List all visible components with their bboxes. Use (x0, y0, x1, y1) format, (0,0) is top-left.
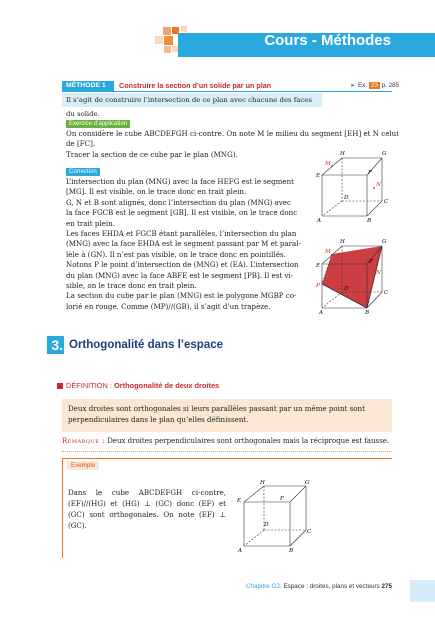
ref-prefix: Ex. (357, 82, 368, 89)
definition-prefix: DÉFINITION : (66, 381, 115, 390)
cube3-label-f: F (280, 496, 284, 502)
exercise-line: Tracer la section de ce cube par le plan (MNG). (66, 149, 238, 159)
remark-text: Deux droites perpendiculaires sont orthogonales mais la réciproque est fausse. (104, 437, 390, 445)
cube1-label-g: G (382, 151, 387, 157)
cube3-label-c: C (307, 529, 312, 535)
footer-title: Espace : droites, plans et vecteurs (281, 583, 382, 590)
cube3-label-e: E (237, 498, 242, 504)
section-number: 3. (47, 336, 64, 354)
definition-label (66, 381, 219, 391)
cube3-label-b: B (289, 548, 294, 554)
square-bullet-icon (57, 383, 63, 389)
correction-line: lorié en rouge. Comme (MP)//(GB), il s’agit d’un trapèze. (66, 301, 271, 311)
cube2-label-p: P (316, 283, 320, 289)
cube2-label-c: C (384, 290, 389, 296)
correction-line: Notons P le point d’intersection de (MNG) et (EA). L’intersection (66, 260, 299, 270)
correction-text (66, 177, 321, 312)
cube2-label-g: G (382, 239, 387, 245)
correction-line: en trait plein. (66, 218, 115, 228)
cube1-label-f: F (368, 170, 372, 176)
exercise-reference[interactable] (350, 81, 399, 91)
definition-box: Deux droites sont orthogonales si leurs parallèles passant par un même point sont perpendiculaires dans le plan qu’elles définissent. (62, 399, 392, 432)
cube1-label-e: E (316, 173, 321, 179)
remark-label: Remarque : (62, 437, 105, 445)
cube2-label-b: B (365, 310, 370, 316)
cube3-label-h: H (260, 480, 265, 486)
footer-chapter: Chapitre G2. (246, 583, 282, 590)
cube2-label-e: E (316, 263, 321, 269)
example-tag: Exemple (67, 461, 99, 470)
correction-line: L’intersection du plan (MNG) avec la face HEFG est le segment (66, 177, 295, 186)
cube2-label-a: A (319, 310, 324, 316)
correction-line: G, N et B sont alignés, donc l’intersection du plan (MNG) avec (66, 197, 291, 207)
exercise-line: On considère le cube ABCDEFGH ci-contre. On note M le milieu du segment [EH] et N celui (66, 129, 399, 138)
exercise-tag: Exercice d’application (66, 120, 130, 128)
cube3-label-d: D (264, 522, 269, 528)
correction-line: La section du cube par le plan (MNG) est le polygone MGBP co- (66, 291, 297, 301)
cube1-label-m: M (325, 161, 331, 167)
correction-line: du plan (MNG) avec la face ABFE est le segment [PB]. Il est vi- (66, 270, 294, 280)
ref-page: p. 285 (381, 82, 400, 89)
method-rule (62, 91, 392, 92)
cube1-label-d: D (344, 195, 349, 201)
remark (62, 436, 389, 446)
definition-title: Orthogonalité de deux droites (114, 381, 220, 390)
correction-line: sible, on le trace donc en trait plein. (66, 281, 197, 291)
exercise-line: de [FC]. (66, 139, 96, 149)
correction-line: (MNG) avec la face EHDA est le segment passant par M et paral- (66, 239, 301, 249)
page-header-title: Cours - Méthodes (264, 32, 391, 49)
cube3-label-a: A (238, 548, 243, 554)
cube2-label-h: H (340, 239, 345, 245)
section-polygon (322, 246, 382, 308)
cube-diagram-2 (312, 236, 396, 316)
correction-line: lèle à (GN). Il n’est pas visible, on le trace donc en pointillés. (66, 249, 286, 259)
cube1-label-a: A (317, 218, 322, 224)
cube1-label-b: B (367, 218, 372, 224)
example-text: Dans le cube ABCDEFGH ci-contre, (EF)//(HG) et (HG) ⊥ (GC) donc (EF) et (GC) sont orthogonales. On note (EF) ⊥ (GC). (68, 488, 226, 530)
cube2-label-d: D (344, 286, 349, 292)
ref-exercise-number: 23 (370, 82, 378, 89)
cube1-label-h: H (340, 151, 345, 157)
cube-diagram-3 (232, 478, 322, 558)
page-edge-tab (410, 580, 435, 602)
correction-line: la face FGCB est le segment [GB]. Il est visible, on le trace donc (66, 208, 298, 218)
section-title: Orthogonalité dans l’espace (69, 339, 224, 351)
cube1-label-c: C (384, 199, 389, 205)
method-intro: Il s’agit de construire l’intersection de ce plan avec chacune des faces du solide. (62, 93, 322, 107)
cube3-label-g: G (305, 480, 310, 486)
cube1-label-n: N (376, 182, 381, 188)
method-title: Construire la section d’un solide par un plan (119, 81, 272, 90)
correction-line: Les faces EHDA et FGCB étant parallèles, l’intersection du plan (66, 229, 297, 239)
cube2-label-n: N (376, 270, 381, 276)
dotted-divider (62, 451, 392, 452)
triangle-right-icon: ► (350, 82, 357, 89)
correction-tag: Correction (66, 168, 100, 176)
correction-line: [MG]. Il est visible, on le trace donc en trait plein. (66, 187, 247, 197)
page-footer (246, 582, 392, 591)
cube2-label-m: M (325, 249, 331, 255)
cube2-label-f: F (369, 259, 373, 265)
page-number: 275 (381, 583, 392, 590)
method-label: MÉTHODE 1 (62, 81, 114, 91)
cube-diagram-1 (312, 148, 396, 224)
